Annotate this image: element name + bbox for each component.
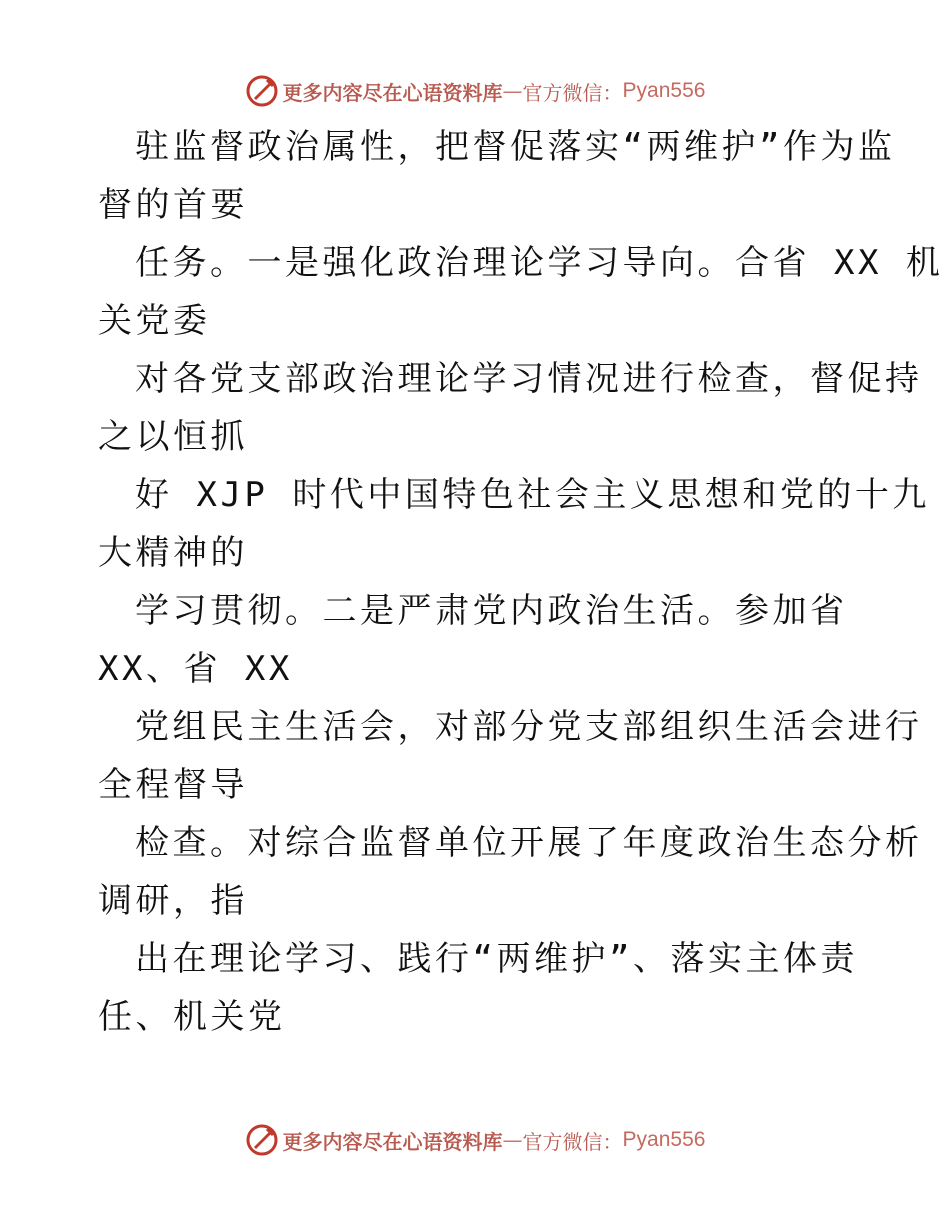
footer-wechat-id: Pyan556 <box>622 1128 706 1151</box>
footer-wechat-label: 官方微信： <box>522 1129 623 1154</box>
banner-dash: — <box>502 79 523 103</box>
text-line: 任务。一是强化政治理论学习导向。合省 XX 机 <box>135 243 944 283</box>
text-line: 调研，指 <box>98 881 248 921</box>
footer-banner-dash: — <box>502 1128 523 1152</box>
text-line: 党组民主生活会，对部分党支部组织生活会进行 <box>135 707 923 747</box>
text-line: 全程督导 <box>98 765 248 805</box>
header-banner <box>0 71 950 111</box>
banner-title: 更多内容尽在心语资料库 <box>282 80 503 105</box>
text-line: 之以恒抓 <box>98 417 248 457</box>
text-line: 对各党支部政治理论学习情况进行检查，督促持 <box>135 359 923 399</box>
footer-banner <box>0 1120 950 1160</box>
text-line: 督的首要 <box>98 185 248 225</box>
text-line: 学习贯彻。二是严肃党内政治生活。参加省 <box>135 591 848 631</box>
document-body <box>98 118 944 1046</box>
quill-pen-logo-icon <box>245 74 279 108</box>
text-line: 关党委 <box>98 301 211 341</box>
footer-banner-title: 更多内容尽在心语资料库 <box>282 1129 503 1154</box>
text-line: 出在理论学习、践行“两维护”、落实主体责 <box>135 939 858 979</box>
wechat-id: Pyan556 <box>622 79 706 102</box>
quill-pen-logo-icon <box>245 1123 279 1157</box>
text-line: 好 XJP 时代中国特色社会主义思想和党的十九 <box>135 475 930 515</box>
text-line: 驻监督政治属性，把督促落实“两维护”作为监 <box>135 127 896 167</box>
text-line: 大精神的 <box>98 533 248 573</box>
text-line: 检查。对综合监督单位开展了年度政治生态分析 <box>135 823 923 863</box>
text-line: XX、省 XX <box>98 649 293 689</box>
wechat-label: 官方微信： <box>522 80 623 105</box>
text-line: 任、机关党 <box>98 997 286 1037</box>
